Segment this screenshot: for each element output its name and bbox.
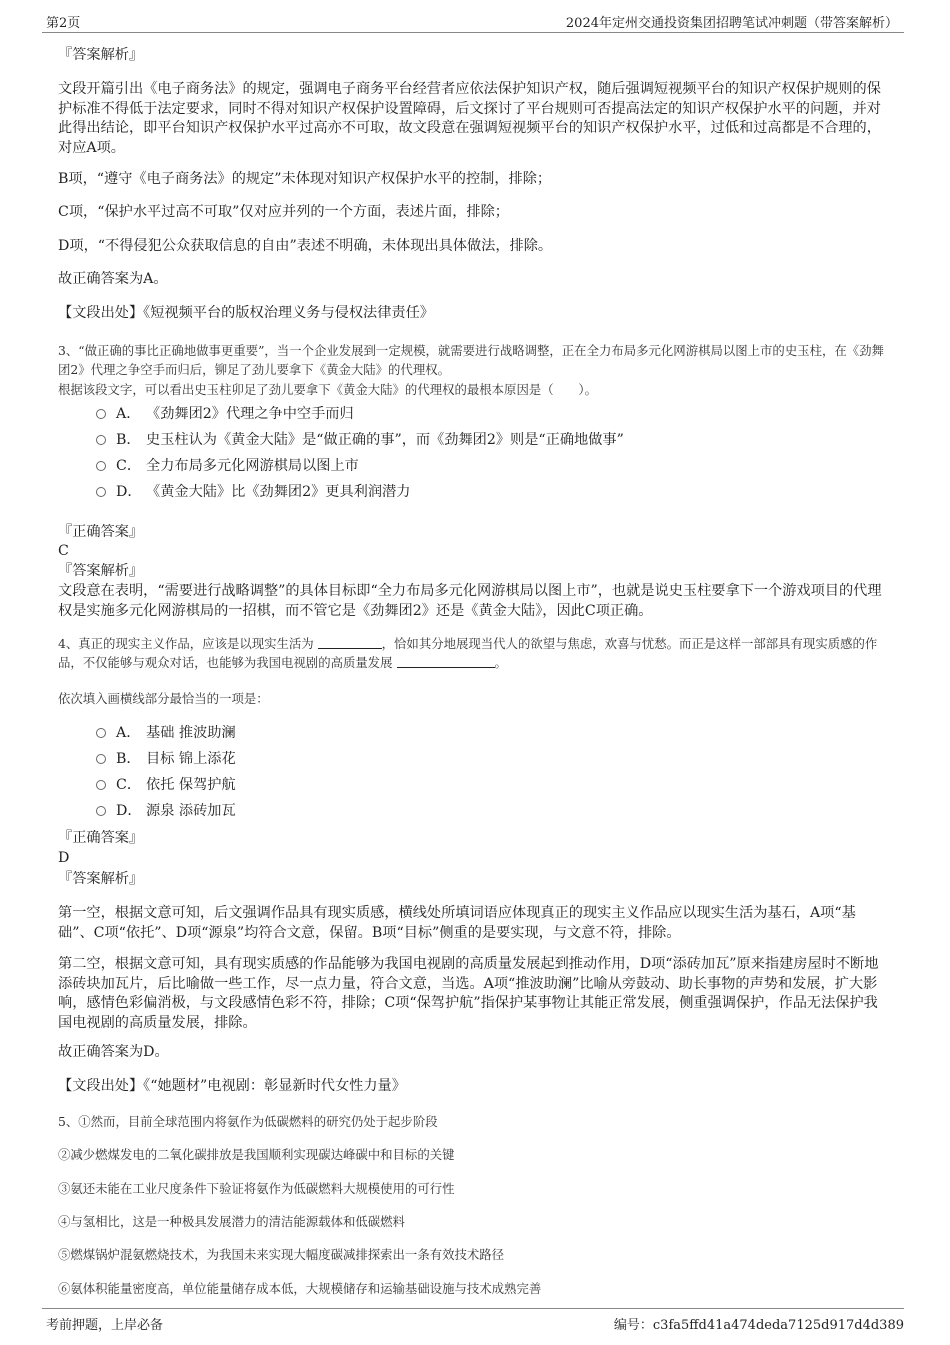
correct-answer-value: C <box>58 543 69 559</box>
question-4-option-a[interactable]: A． 基础 推波助澜 <box>96 723 236 743</box>
question-3-option-a[interactable]: A． 《劲舞团2》代理之争中空手而归 <box>96 404 354 424</box>
question-5-sentence-1: 5、①然而，目前全球范围内将氨作为低碳燃料的研究仍处于起步阶段 <box>58 1114 438 1129</box>
source-citation: 【文段出处】《“她题材”电视剧：彰显新时代女性力量》 <box>58 1078 406 1094</box>
answer-conclusion: 故正确答案为A。 <box>58 271 168 287</box>
analysis-paragraph: 文段意在表明，“需要进行战略调整”的具体目标即“全力布局多元化网游棋局以图上市”，也就是说史玉柱要拿下一个游戏项目的代理权是实施多元化网游棋局的一招棋，而不管它是《劲舞团2》还是《黄金大陆》，因此C项正确。 <box>58 583 882 619</box>
question-4-stem: 4、真正的现实主义作品，应该是以现实生活为 ，恰如其分地展现当代人的欲望与焦虑，欢喜与忧愁。而正是这样一部部具有现实质感的作品，不仅能够与观众对话，也能够为我国电视剧的高质量发展 。 <box>58 636 878 670</box>
analysis-option-b: B项，“遵守《电子商务法》的规定”未体现对知识产权保护水平的控制，排除； <box>58 171 552 187</box>
correct-answer-heading: 『正确答案』 <box>58 524 144 540</box>
fill-blank-2 <box>397 655 495 668</box>
analysis-option-d: D项，“不得侵犯公众获取信息的自由”表述不明确，未体现出具体做法，排除。 <box>58 238 553 254</box>
radio-icon[interactable] <box>96 409 106 419</box>
question-3-stem: 3、“做正确的事比正确地做事更重要”，当一个企业发展到一定规模，就需要进行战略调整，正在全力布局多元化网游棋局以图上市的史玉柱，在《劲舞团2》代理之争空手而归后，铆足了劲儿要拿下《黄金大陆》的代理权。 <box>58 343 884 377</box>
question-4-option-d[interactable]: D． 源泉 添砖加瓦 <box>96 801 236 821</box>
analysis-paragraph: 文段开篇引出《电子商务法》的规定，强调电子商务平台经营者应依法保护知识产权，随后强调短视频平台的知识产权保护规则的保护标准不得低于法定要求，同时不得对知识产权保护设置障碍，后文探讨了平台规则可否提高法定的知识产权保护水平的问题，并对此得出结论，即平台知识产权保护水平过高亦不可取，故文段意在强调短视频平台的知识产权保护水平，过低和过高都是不合理的，对应A项。 <box>58 81 881 156</box>
analysis-paragraph-1: 第一空，根据文意可知，后文强调作品具有现实质感，横线处所填词语应体现真正的现实主义作品应以现实生活为基石，A项“基础”、C项“依托”、D项“源泉”均符合文意，保留。B项“目标”侧重的是要实现，与文意不符，排除。 <box>58 905 856 941</box>
radio-icon[interactable] <box>96 487 106 497</box>
radio-icon[interactable] <box>96 754 106 764</box>
radio-icon[interactable] <box>96 461 106 471</box>
analysis-option-c: C项，“保护水平过高不可取”仅对应并列的一个方面，表述片面，排除； <box>58 204 509 220</box>
page-header <box>42 10 904 33</box>
question-3-option-d[interactable]: D． 《黄金大陆》比《劲舞团2》更具利润潜力 <box>96 482 410 502</box>
correct-answer-heading: 『正确答案』 <box>58 830 144 846</box>
fill-blank-1 <box>318 636 382 649</box>
question-5-sentence-5: ⑤燃煤锅炉混氨燃烧技术，为我国未来实现大幅度碳减排探索出一条有效技术路径 <box>58 1247 505 1262</box>
page-number: 第2页 <box>46 16 81 31</box>
analysis-heading: 『答案解析』 <box>58 563 144 579</box>
document-serial: 编号：c3fa5ffd41a474deda7125d917d4d389 <box>613 1318 904 1333</box>
question-3-option-b[interactable]: B． 史玉柱认为《黄金大陆》是“做正确的事”，而《劲舞团2》则是“正确地做事” <box>96 430 624 450</box>
question-4-option-b[interactable]: B． 目标 锦上添花 <box>96 749 236 769</box>
question-5-sentence-6: ⑥氨体积能量密度高，单位能量储存成本低，大规模储存和运输基础设施与技术成熟完善 <box>58 1281 542 1296</box>
question-5-sentence-3: ③氨还未能在工业尺度条件下验证将氨作为低碳燃料大规模使用的可行性 <box>58 1181 455 1196</box>
question-5-sentence-2: ②减少燃煤发电的二氧化碳排放是我国顺利实现碳达峰碳中和目标的关键 <box>58 1147 455 1162</box>
radio-icon[interactable] <box>96 780 106 790</box>
analysis-heading: 『答案解析』 <box>58 47 144 63</box>
question-5-sentence-4: ④与氢相比，这是一种极具发展潜力的清洁能源载体和低碳燃料 <box>58 1214 405 1229</box>
footer-slogan: 考前押题，上岸必备 <box>46 1318 164 1333</box>
analysis-heading: 『答案解析』 <box>58 871 144 887</box>
radio-icon[interactable] <box>96 435 106 445</box>
correct-answer-value: D <box>58 850 70 866</box>
question-4-option-c[interactable]: C． 依托 保驾护航 <box>96 775 236 795</box>
document-title: 2024年定州交通投资集团招聘笔试冲刺题（带答案解析） <box>565 16 898 31</box>
page-footer <box>42 1308 904 1331</box>
radio-icon[interactable] <box>96 806 106 816</box>
answer-conclusion: 故正确答案为D。 <box>58 1044 169 1060</box>
question-3-prompt: 根据该段文字，可以看出史玉柱卯足了劲儿要拿下《黄金大陆》的代理权的最根本原因是（ ）。 <box>58 382 597 397</box>
source-citation: 【文段出处】《短视频平台的版权治理义务与侵权法律责任》 <box>58 305 434 321</box>
question-4-prompt: 依次填入画横线部分最恰当的一项是： <box>58 691 269 706</box>
question-3-option-c[interactable]: C． 全力布局多元化网游棋局以图上市 <box>96 456 359 476</box>
analysis-paragraph-2: 第二空，根据文意可知，具有现实质感的作品能够为我国电视剧的高质量发展起到推动作用，D项“添砖加瓦”原来指建房屋时不断地添砖块加瓦片，后比喻做一些工作，尽一点力量，符合文意，当选。A项“推波助澜”比喻从旁鼓动、助长事物的声势和发展，扩大影响，感情色彩偏消极，与文段感情色彩不符，排除；C项“保驾护航”指保护某事物让其能正常发展，侧重强调保护，作品无法保护我国电视剧的高质量发展，排除。 <box>58 956 879 1031</box>
radio-icon[interactable] <box>96 728 106 738</box>
